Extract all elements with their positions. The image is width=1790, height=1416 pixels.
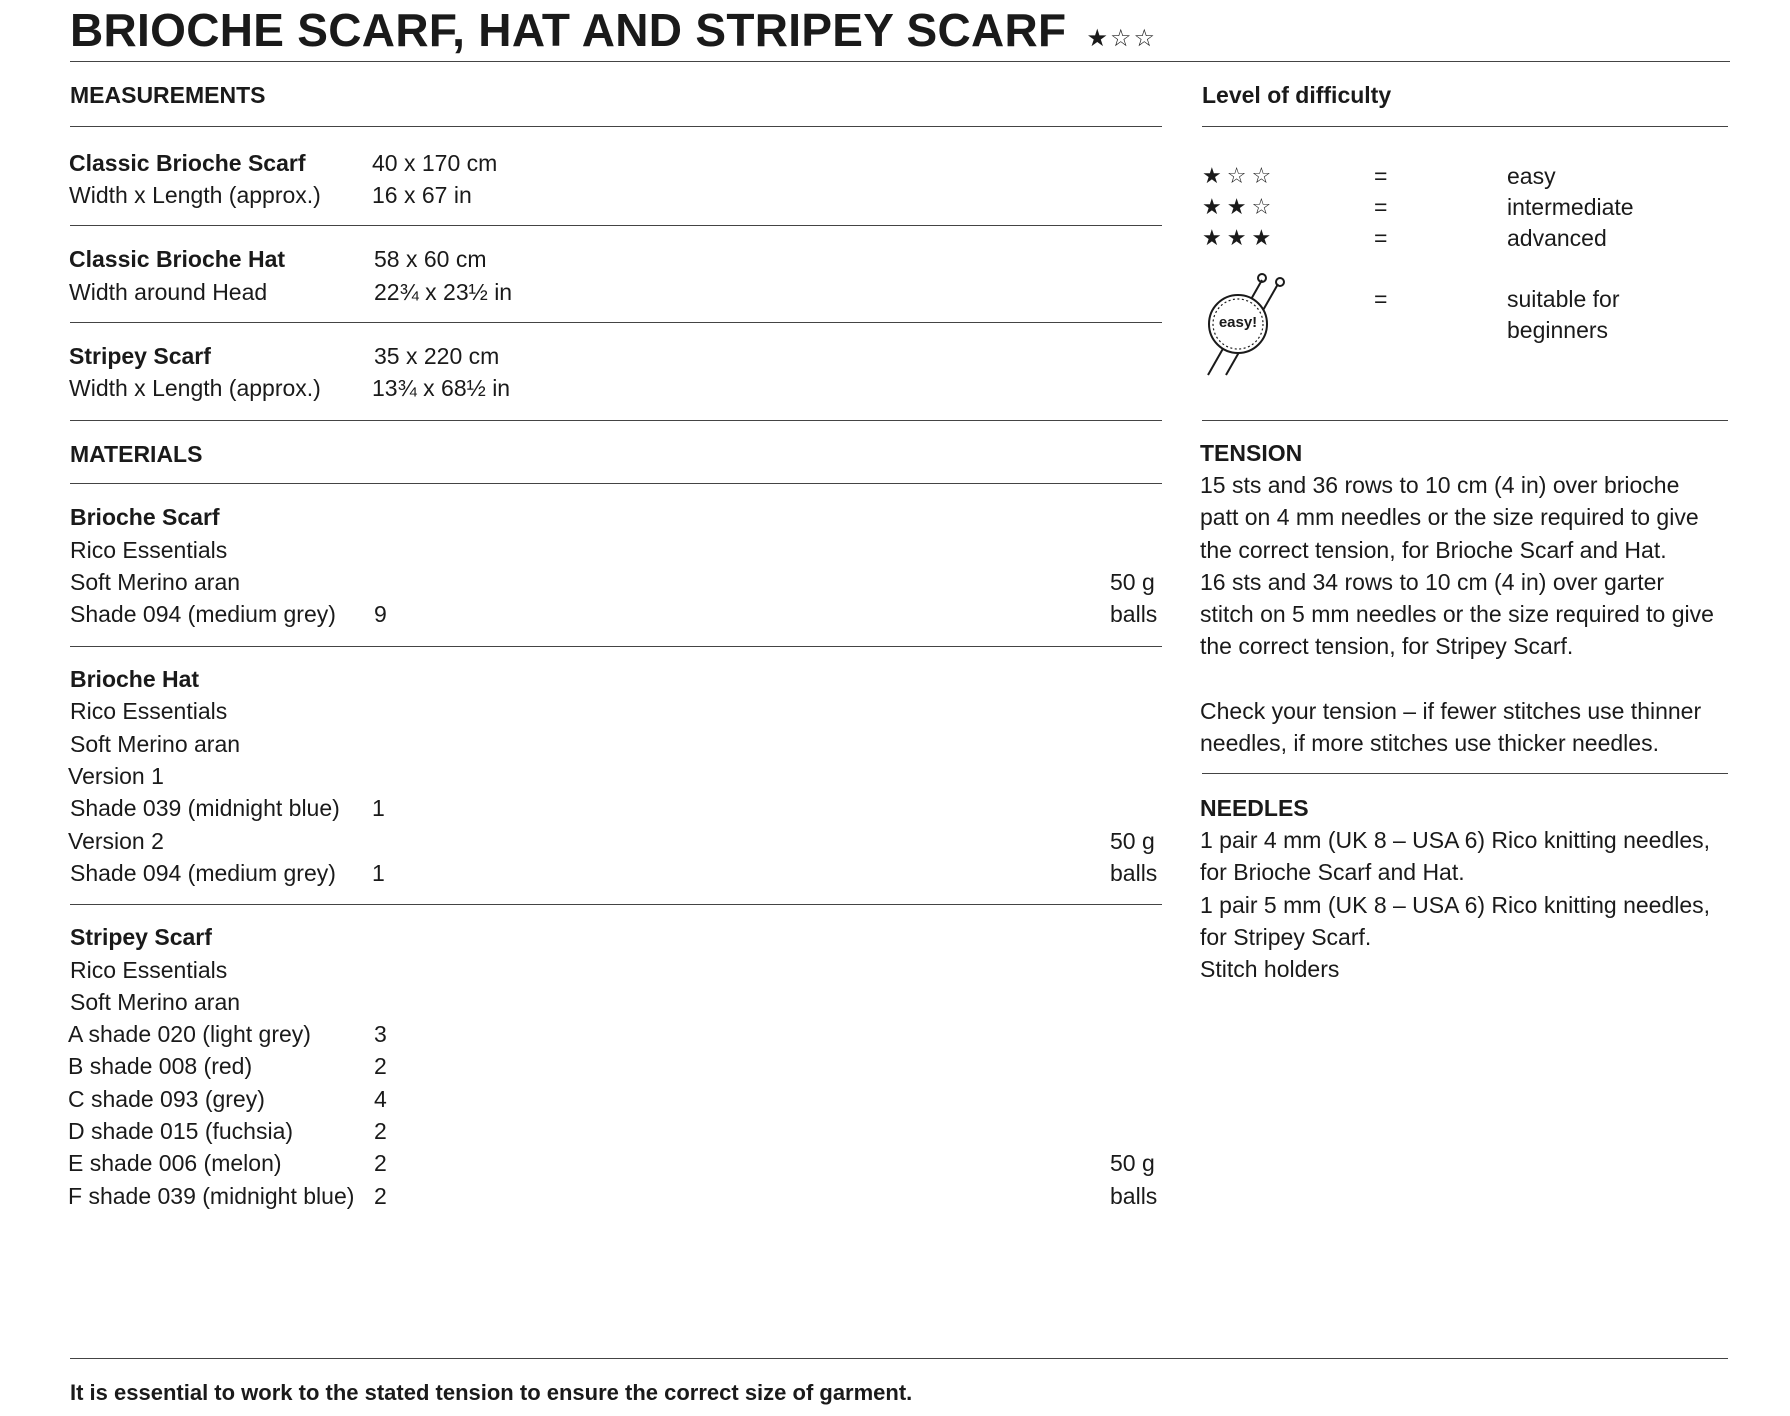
material-line: Rico Essentials xyxy=(70,957,228,983)
material-group-name: Stripey Scarf xyxy=(70,924,212,950)
tension-line: 15 sts and 36 rows to 10 cm (4 in) over brioche xyxy=(1200,472,1680,498)
material-qty: 9 xyxy=(374,601,387,627)
material-shade: Shade 039 (midnight blue) xyxy=(70,795,340,821)
divider xyxy=(70,646,1162,647)
difficulty-stars-icon: ★★☆ xyxy=(1202,194,1277,219)
difficulty-label: intermediate xyxy=(1507,194,1634,220)
needles-line: Stitch holders xyxy=(1200,956,1340,983)
measurement-cm: 35 x 220 cm xyxy=(374,343,500,369)
measurement-desc: Width around Head xyxy=(69,279,268,305)
material-line: Rico Essentials xyxy=(70,698,228,724)
materials-divider xyxy=(70,483,1162,484)
measurements-heading: MEASUREMENTS xyxy=(70,82,266,108)
material-qty: 3 xyxy=(374,1021,387,1047)
needles-line: 1 pair 4 mm (UK 8 – USA 6) Rico knitting needles, xyxy=(1200,827,1711,853)
divider xyxy=(1202,420,1728,421)
needles-line: for Stripey Scarf. xyxy=(1200,923,1372,950)
difficulty-equals: = xyxy=(1374,163,1388,189)
tension-line: stitch on 5 mm needles or the size required to give xyxy=(1200,601,1714,628)
material-unit: 50 g xyxy=(1110,828,1155,854)
measurement-name: Classic Brioche Scarf xyxy=(69,150,306,176)
material-qty: 2 xyxy=(374,1053,387,1079)
divider xyxy=(70,904,1162,905)
tension-check-text xyxy=(1200,695,1760,760)
material-qty: 2 xyxy=(374,1150,387,1176)
material-unit: balls xyxy=(1110,1183,1158,1209)
measurements-divider xyxy=(70,126,1162,127)
difficulty-divider xyxy=(1202,126,1728,127)
divider xyxy=(70,225,1162,226)
difficulty-heading: Level of difficulty xyxy=(1202,82,1392,108)
material-shade: A shade 020 (light grey) xyxy=(68,1021,311,1047)
needles-line: 1 pair 5 mm (UK 8 – USA 6) Rico knitting needles, xyxy=(1200,891,1711,918)
material-shade: B shade 008 (red) xyxy=(68,1053,253,1079)
material-line: Version 1 xyxy=(68,763,164,789)
difficulty-label: suitable for xyxy=(1507,286,1620,312)
tension-line: patt on 4 mm needles or the size required to give xyxy=(1200,504,1699,531)
measurement-cm: 40 x 170 cm xyxy=(372,150,498,176)
difficulty-label: beginners xyxy=(1507,317,1609,343)
divider xyxy=(70,420,1162,421)
title-difficulty-stars-icon: ★☆☆ xyxy=(1086,25,1157,52)
needles-heading: NEEDLES xyxy=(1200,795,1309,821)
title-text: BRIOCHE SCARF, HAT AND STRIPEY SCARF xyxy=(70,4,1067,56)
tension-heading: TENSION xyxy=(1200,440,1303,466)
difficulty-equals: = xyxy=(1374,286,1388,312)
needles-line: for Brioche Scarf and Hat. xyxy=(1200,859,1465,886)
tension-line: 16 sts and 34 rows to 10 cm (4 in) over garter xyxy=(1200,568,1665,595)
material-line: Soft Merino aran xyxy=(70,731,241,757)
measurement-in: 13¾ x 68½ in xyxy=(372,375,511,401)
material-shade: Shade 094 (medium grey) xyxy=(70,601,336,627)
difficulty-label: advanced xyxy=(1507,225,1607,251)
difficulty-label: easy xyxy=(1507,163,1556,189)
measurement-desc: Width x Length (approx.) xyxy=(69,182,321,208)
material-line: Soft Merino aran xyxy=(70,569,241,595)
material-qty: 1 xyxy=(372,795,385,821)
difficulty-equals: = xyxy=(1374,225,1388,251)
tension-text xyxy=(1200,469,1760,663)
material-shade: E shade 006 (melon) xyxy=(68,1150,282,1176)
material-qty: 2 xyxy=(374,1118,387,1144)
difficulty-stars-icon: ★★★ xyxy=(1202,225,1277,250)
page-title xyxy=(70,2,1157,67)
footer-divider xyxy=(70,1358,1728,1359)
material-shade: D shade 015 (fuchsia) xyxy=(68,1118,294,1144)
material-qty: 4 xyxy=(374,1086,387,1112)
easy-badge-text: easy! xyxy=(1218,314,1258,331)
material-qty: 2 xyxy=(374,1183,387,1209)
tension-check-line: Check your tension – if fewer stitches use thinner xyxy=(1200,698,1702,724)
material-qty: 1 xyxy=(372,860,385,886)
material-shade: F shade 039 (midnight blue) xyxy=(68,1183,355,1209)
divider xyxy=(70,322,1162,323)
divider xyxy=(1202,773,1728,774)
needles-text xyxy=(1200,824,1760,985)
material-line: Rico Essentials xyxy=(70,537,228,563)
footer-note: It is essential to work to the stated tension to ensure the correct size of garment. xyxy=(70,1380,913,1405)
measurement-in: 16 x 67 in xyxy=(372,182,472,208)
material-unit: balls xyxy=(1110,601,1158,627)
material-group-name: Brioche Hat xyxy=(70,666,200,692)
material-shade: C shade 093 (grey) xyxy=(68,1086,265,1112)
difficulty-stars-icon: ★☆☆ xyxy=(1202,163,1277,188)
tension-line: the correct tension, for Brioche Scarf and Hat. xyxy=(1200,536,1667,563)
material-group-name: Brioche Scarf xyxy=(70,504,220,530)
tension-check-line: needles, if more stitches use thicker needles. xyxy=(1200,730,1659,757)
title-divider xyxy=(70,61,1730,62)
material-unit: balls xyxy=(1110,860,1158,886)
measurement-cm: 58 x 60 cm xyxy=(374,246,487,272)
material-line: Version 2 xyxy=(68,828,164,854)
tension-line: the correct tension, for Stripey Scarf. xyxy=(1200,633,1574,660)
material-unit: 50 g xyxy=(1110,569,1155,595)
materials-heading: MATERIALS xyxy=(70,441,203,467)
measurement-in: 22¾ x 23½ in xyxy=(374,279,513,305)
material-line: Soft Merino aran xyxy=(70,989,241,1015)
measurement-name: Stripey Scarf xyxy=(69,343,211,369)
easy-badge-icon xyxy=(1198,270,1288,380)
material-shade: Shade 094 (medium grey) xyxy=(70,860,336,886)
difficulty-equals: = xyxy=(1374,194,1388,220)
material-unit: 50 g xyxy=(1110,1150,1155,1176)
measurement-name: Classic Brioche Hat xyxy=(69,246,286,272)
measurement-desc: Width x Length (approx.) xyxy=(69,375,321,401)
